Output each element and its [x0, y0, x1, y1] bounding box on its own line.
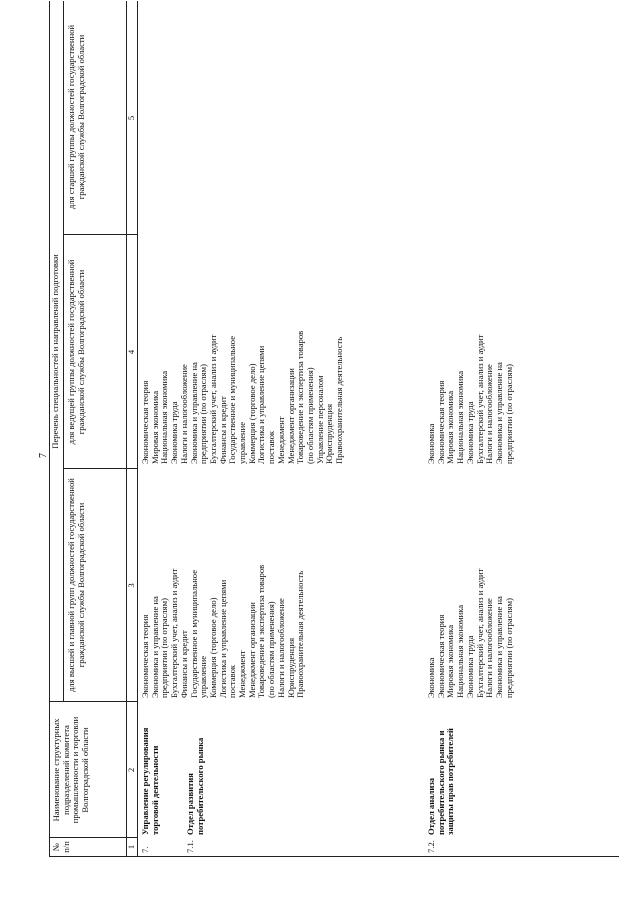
- specialty-item: (по областям применения): [304, 367, 315, 464]
- col-divider-2: [49, 701, 137, 702]
- specialty-item: Товароведение и экспертиза товаров: [256, 564, 267, 698]
- specialty-item: Финансы и кредит: [178, 630, 189, 698]
- specialty-item: Экономическая теория: [140, 380, 150, 464]
- row-7-leading-list: [141, 236, 345, 464]
- specialty-item: Управление персоналом: [314, 375, 325, 464]
- header-unit-name: Наименование структурных подразделений комитета промышленности и торговли Волгоградской области: [51, 716, 91, 824]
- specialty-item: Налоги и налогообложение: [484, 598, 495, 698]
- specialty-item: Коммерция (торговое дело): [246, 363, 257, 464]
- specialty-item: Мировая экономика: [445, 624, 456, 698]
- row-7-1-number: 7.1.: [185, 840, 195, 853]
- index-4: 4: [126, 349, 136, 355]
- row-7-2-leading-list: [427, 236, 514, 464]
- specialty-item: Юриспруденция: [324, 403, 335, 464]
- specialty-item: Экономическая теория: [435, 614, 446, 698]
- specialty-item: Бухгалтерский учет, анализ и аудит: [207, 334, 218, 464]
- specialty-item: Национальная экономика: [455, 604, 466, 698]
- index-5: 5: [126, 115, 136, 121]
- specialty-item: Мировая экономика: [149, 390, 160, 464]
- specialty-item: Государственное и муниципальное: [227, 335, 238, 464]
- specialty-item: Финансы и кредит: [217, 396, 228, 464]
- specialty-item: поставок: [266, 430, 277, 464]
- specialty-item: (по областям применения): [266, 601, 277, 698]
- specialty-item: Логистика и управление цепями: [256, 345, 267, 464]
- specialty-item: управление: [198, 655, 209, 698]
- specialty-item: Налоги и налогообложение: [484, 364, 495, 464]
- row-7-number: 7.: [140, 846, 150, 853]
- specialty-item: Менеджмент организации: [246, 602, 257, 698]
- specialty-item: Экономика и управление на: [149, 596, 160, 698]
- index-3: 3: [126, 583, 136, 588]
- row-7-2-number: 7.2.: [426, 840, 436, 853]
- index-row-rule: [137, 1, 138, 856]
- specialty-item: предприятии (по отраслям): [503, 598, 514, 698]
- specialty-item: Экономика: [426, 657, 436, 698]
- specialty-item: Правоохранительная деятельность: [295, 570, 306, 698]
- row-7-highest-list: [141, 470, 306, 698]
- specialty-item: Логистика и управление цепями: [217, 579, 228, 698]
- specialty-item: предприятии (по отраслям): [198, 364, 209, 464]
- specialty-item: предприятии (по отраслям): [503, 364, 514, 464]
- specialty-item: Национальная экономика: [455, 370, 466, 464]
- specialty-item: Экономика труда: [464, 401, 475, 464]
- specialty-item: поставок: [227, 664, 238, 698]
- specialty-item: Налоги и налогообложение: [275, 598, 286, 698]
- header-leading-group: для ведущей группы должностей государственной гражданской службы Волгоградской области: [66, 259, 86, 445]
- specialty-item: Экономическая теория: [140, 614, 150, 698]
- specialty-item: Государственное и муниципальное: [188, 569, 199, 698]
- specialty-item: Товароведение и экспертиза товаров: [295, 330, 306, 464]
- specialty-item: Экономика труда: [464, 635, 475, 698]
- row-7-2-highest-list: [427, 470, 514, 698]
- row-7-1-unit-name: Отдел развития потребительского рынка: [185, 737, 205, 835]
- specialty-item: Бухгалтерский учет, анализ и аудит: [474, 568, 485, 698]
- specialty-item: Бухгалтерский учет, анализ и аудит: [474, 334, 485, 464]
- specialty-item: предприятии (по отраслям): [159, 598, 170, 698]
- col-divider-1: [49, 837, 137, 838]
- specialty-item: Менеджмент организации: [285, 368, 296, 464]
- specialty-item: Экономика: [426, 423, 436, 464]
- specialty-item: Коммерция (торговое дело): [207, 597, 218, 698]
- index-1: 1: [126, 844, 136, 850]
- specialty-item: Экономика и управление на: [188, 362, 199, 464]
- specialty-item: Экономика и управление на: [493, 362, 504, 464]
- row-7-2-unit-name: Отдел анализа потребительского рынка и защиты прав потребителей: [426, 728, 456, 835]
- row-7-unit-name: Управление регулирования торговой деятельности: [140, 727, 160, 835]
- specialties-table: [49, 1, 619, 857]
- specialty-item: Менеджмент: [237, 650, 248, 698]
- col-divider-4: [63, 234, 137, 235]
- specialty-item: Экономическая теория: [435, 380, 446, 464]
- header-senior-group: для старшей группы должностей государственной гражданской службы Волгоградской области: [66, 24, 86, 210]
- header-number: № п/п: [51, 841, 71, 853]
- header-group-title: Перечень специальностей и направлений подготовки: [50, 254, 60, 449]
- col-divider-3: [63, 468, 137, 469]
- specialty-item: Налоги и налогообложение: [178, 364, 189, 464]
- specialty-item: Национальная экономика: [159, 370, 170, 464]
- specialty-item: Экономика труда: [169, 401, 180, 464]
- specialty-item: Мировая экономика: [445, 390, 456, 464]
- page-number: 7: [38, 453, 49, 458]
- specialty-item: Юриспруденция: [285, 637, 296, 698]
- specialty-item: Правоохранительная деятельность: [334, 336, 345, 464]
- specialty-item: управление: [237, 421, 248, 464]
- specialty-item: Менеджмент: [275, 416, 286, 464]
- index-2: 2: [126, 767, 136, 773]
- specialty-item: Экономика и управление на: [493, 596, 504, 698]
- specialty-item: Бухгалтерский учет, анализ и аудит: [169, 568, 180, 698]
- group-header-rule: [63, 1, 64, 702]
- header-highest-group: для высшей и главной групп должностей государственной гражданской службы Волгоградской области: [66, 478, 86, 692]
